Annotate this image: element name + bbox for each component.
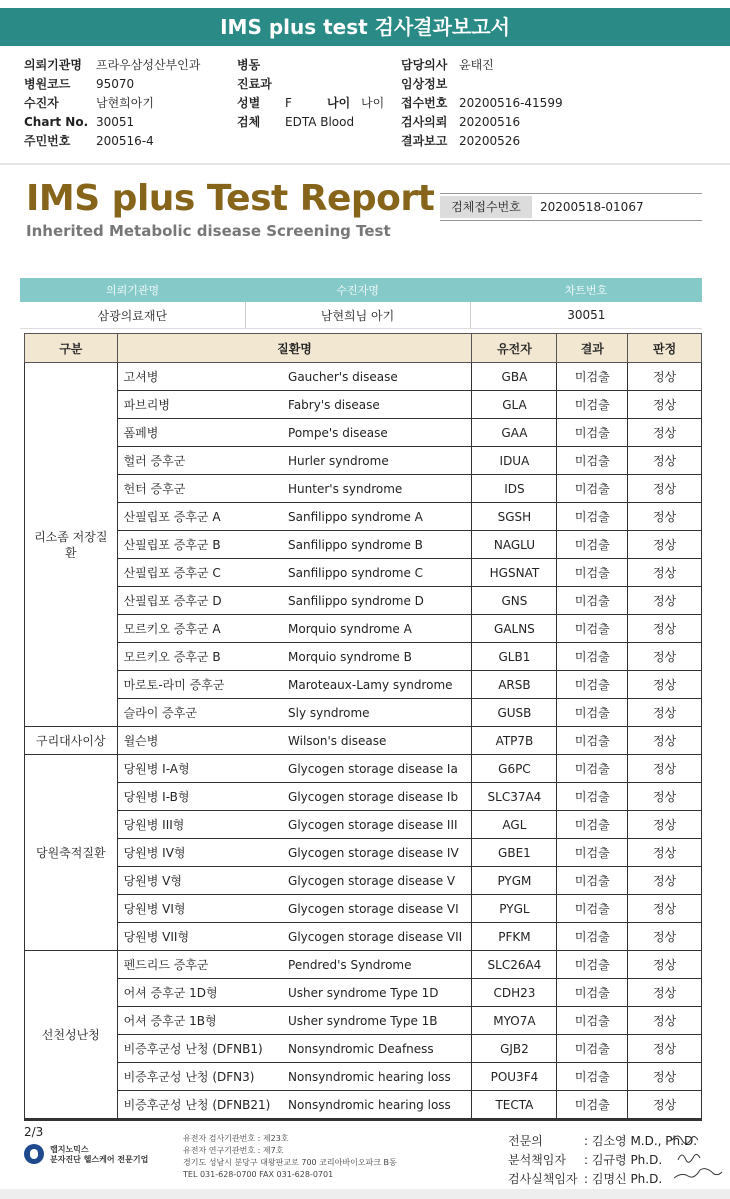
signatory-role: 분석책임자 <box>508 1153 566 1167</box>
header-value: 30051 <box>96 115 135 129</box>
report-title: IMS plus Test Report <box>26 178 435 219</box>
table-row <box>25 1091 702 1119</box>
disease-korean-name: 폼페병 <box>117 419 282 447</box>
judgement: 정상 <box>628 475 702 503</box>
header-key: 나이 <box>327 96 351 110</box>
test-result: 미검출 <box>557 951 628 979</box>
judgement: 정상 <box>628 699 702 727</box>
table-row <box>25 531 702 559</box>
disease-english-name: Nonsyndromic hearing loss <box>282 1091 472 1119</box>
header-value: 남현희아기 <box>96 96 154 110</box>
screening-results-table <box>24 333 702 1119</box>
disease-english-name: Pompe's disease <box>282 419 472 447</box>
disease-korean-name: 당원병 VI형 <box>117 895 282 923</box>
test-result: 미검출 <box>557 419 628 447</box>
gene-name: HGSNAT <box>472 559 557 587</box>
disease-english-name: Glycogen storage disease Ib <box>282 783 472 811</box>
header-field <box>24 132 200 151</box>
test-result: 미검출 <box>557 727 628 755</box>
table-row <box>25 923 702 951</box>
disease-korean-name: 윌슨병 <box>117 727 282 755</box>
judgement: 정상 <box>628 755 702 783</box>
col-header-disease: 질환명 <box>117 334 472 363</box>
table-row <box>25 559 702 587</box>
header-col-2 <box>237 56 384 132</box>
judgement: 정상 <box>628 839 702 867</box>
footer-lab-info <box>183 1133 397 1181</box>
footer-info-line: 유전자 검사기관번호 : 제23호 <box>183 1134 289 1143</box>
disease-korean-name: 마로토-라미 증후군 <box>117 671 282 699</box>
table-row <box>25 727 702 755</box>
logo-tagline: 분자진단 헬스케어 전문기업 <box>50 1155 149 1164</box>
table-row <box>25 895 702 923</box>
disease-korean-name: 산필립포 증후군 A <box>117 503 282 531</box>
group-label: 구리대사이상 <box>25 727 118 755</box>
gene-name: SGSH <box>472 503 557 531</box>
signatory-name: : 김소영 M.D., Ph.D. <box>584 1134 698 1148</box>
table-row <box>25 699 702 727</box>
footer-info-line: 유전자 연구기관번호 : 제7호 <box>183 1146 284 1155</box>
header-value: EDTA Blood <box>285 115 355 129</box>
header-key: 진료과 <box>237 77 272 91</box>
judgement: 정상 <box>628 895 702 923</box>
gene-name: GLB1 <box>472 643 557 671</box>
table-row <box>25 951 702 979</box>
header-field <box>401 75 563 94</box>
judgement: 정상 <box>628 587 702 615</box>
gene-name: GALNS <box>472 615 557 643</box>
header-key: 병원코드 <box>24 77 71 91</box>
header-field <box>24 56 200 75</box>
disease-english-name: Glycogen storage disease V <box>282 867 472 895</box>
page-bottom-band <box>0 1189 730 1199</box>
header-value: F <box>285 96 292 110</box>
patient-info-header-row <box>20 278 702 302</box>
test-result: 미검출 <box>557 643 628 671</box>
judgement: 정상 <box>628 531 702 559</box>
footer-info-line: 경기도 성남시 분당구 대왕판교로 700 코리아바이오파크 B동 <box>183 1158 397 1167</box>
info-header-institution: 의뢰기관명 <box>20 278 245 302</box>
judgement: 정상 <box>628 811 702 839</box>
col-header-group: 구분 <box>25 334 118 363</box>
judgement: 정상 <box>628 979 702 1007</box>
gene-name: AGL <box>472 811 557 839</box>
disease-korean-name: 비증후군성 난청 (DFN3) <box>117 1063 282 1091</box>
table-row <box>25 643 702 671</box>
judgement: 정상 <box>628 391 702 419</box>
test-result: 미검출 <box>557 1091 628 1119</box>
test-result: 미검출 <box>557 531 628 559</box>
header-value: 20200516-41599 <box>459 96 563 110</box>
table-row <box>25 979 702 1007</box>
disease-english-name: Sanfilippo syndrome A <box>282 503 472 531</box>
table-row <box>25 671 702 699</box>
test-result: 미검출 <box>557 447 628 475</box>
header-field <box>237 75 384 94</box>
header-key: 병동 <box>237 58 261 72</box>
disease-english-name: Wilson's disease <box>282 727 472 755</box>
patient-info-table <box>20 278 702 329</box>
disease-english-name: Morquio syndrome B <box>282 643 472 671</box>
test-result: 미검출 <box>557 699 628 727</box>
registration-number-value: 20200518-01067 <box>540 200 644 214</box>
header-field <box>24 75 200 94</box>
header-key: 검체 <box>237 115 261 129</box>
disease-english-name: Pendred's Syndrome <box>282 951 472 979</box>
gene-name: GLA <box>472 391 557 419</box>
gene-name: TECTA <box>472 1091 557 1119</box>
judgement: 정상 <box>628 671 702 699</box>
disease-korean-name: 비증후군성 난청 (DFNB1) <box>117 1035 282 1063</box>
judgement: 정상 <box>628 867 702 895</box>
judgement: 정상 <box>628 559 702 587</box>
report-subtitle: Inherited Metabolic disease Screening Test <box>26 222 391 240</box>
table-row <box>25 363 702 391</box>
header-field <box>401 56 563 75</box>
gene-name: G6PC <box>472 755 557 783</box>
header-field <box>401 132 563 151</box>
disease-english-name: Glycogen storage disease VII <box>282 923 472 951</box>
disease-korean-name: 당원병 V형 <box>117 867 282 895</box>
disease-english-name: Glycogen storage disease Ia <box>282 755 472 783</box>
header-value: 95070 <box>96 77 135 91</box>
disease-english-name: Glycogen storage disease VI <box>282 895 472 923</box>
disease-english-name: Maroteaux-Lamy syndrome <box>282 671 472 699</box>
judgement: 정상 <box>628 615 702 643</box>
header-field <box>401 94 563 113</box>
disease-korean-name: 고셔병 <box>117 363 282 391</box>
page-number: 2/3 <box>24 1125 44 1139</box>
test-result: 미검출 <box>557 895 628 923</box>
report-banner-title: IMS plus test 검사결과보고서 <box>0 8 730 46</box>
test-result: 미검출 <box>557 867 628 895</box>
patient-info-value-row <box>20 302 702 329</box>
gene-name: MYO7A <box>472 1007 557 1035</box>
disease-korean-name: 산필립포 증후군 B <box>117 531 282 559</box>
disease-korean-name: 당원병 I-B형 <box>117 783 282 811</box>
header-value: 나이 <box>361 96 385 110</box>
logo-mark-icon <box>24 1144 44 1164</box>
header-value: 20200526 <box>459 134 521 148</box>
test-result: 미검출 <box>557 615 628 643</box>
signatory-name: : 김규령 Ph.D. <box>584 1153 663 1167</box>
judgement: 정상 <box>628 643 702 671</box>
disease-english-name: Glycogen storage disease III <box>282 811 472 839</box>
table-row <box>25 615 702 643</box>
header-key: 임상정보 <box>401 77 448 91</box>
judgement: 정상 <box>628 1063 702 1091</box>
header-field <box>24 113 200 132</box>
col-header-result: 결과 <box>557 334 628 363</box>
gene-name: SLC26A4 <box>472 951 557 979</box>
header-key: 수진자 <box>24 96 59 110</box>
disease-korean-name: 산필립포 증후군 D <box>117 587 282 615</box>
disease-korean-name: 당원병 III형 <box>117 811 282 839</box>
gene-name: IDUA <box>472 447 557 475</box>
header-value: 윤태진 <box>459 58 494 72</box>
judgement: 정상 <box>628 951 702 979</box>
disease-english-name: Sanfilippo syndrome D <box>282 587 472 615</box>
group-label: 리소좀 저장질환 <box>25 363 118 727</box>
judgement: 정상 <box>628 727 702 755</box>
info-value-chart: 30051 <box>470 302 702 329</box>
col-header-judgement: 판정 <box>628 334 702 363</box>
table-row <box>25 867 702 895</box>
gene-name: GUSB <box>472 699 557 727</box>
header-key: 검사의뢰 <box>401 115 448 129</box>
gene-name: CDH23 <box>472 979 557 1007</box>
header-value: 20200516 <box>459 115 521 129</box>
header-field <box>237 113 384 132</box>
test-result: 미검출 <box>557 811 628 839</box>
disease-korean-name: 당원병 IV형 <box>117 839 282 867</box>
test-result: 미검출 <box>557 1007 628 1035</box>
gene-name: GNS <box>472 587 557 615</box>
header-key: 성별 <box>237 96 261 110</box>
table-row <box>25 587 702 615</box>
disease-english-name: Nonsyndromic hearing loss <box>282 1063 472 1091</box>
test-result: 미검출 <box>557 503 628 531</box>
disease-korean-name: 파브리병 <box>117 391 282 419</box>
test-result: 미검출 <box>557 391 628 419</box>
gene-name: SLC37A4 <box>472 783 557 811</box>
disease-korean-name: 펜드리드 증후군 <box>117 951 282 979</box>
header-key: 의뢰기관명 <box>24 58 82 72</box>
test-result: 미검출 <box>557 1063 628 1091</box>
gene-name: GBA <box>472 363 557 391</box>
disease-english-name: Usher syndrome Type 1B <box>282 1007 472 1035</box>
info-value-institution: 삼광의료재단 <box>20 302 245 329</box>
disease-english-name: Morquio syndrome A <box>282 615 472 643</box>
signatory-role: 전문의 <box>508 1134 543 1148</box>
judgement: 정상 <box>628 1035 702 1063</box>
col-header-gene: 유전자 <box>472 334 557 363</box>
disease-korean-name: 당원병 I-A형 <box>117 755 282 783</box>
gene-name: GAA <box>472 419 557 447</box>
disease-english-name: Fabry's disease <box>282 391 472 419</box>
test-result: 미검출 <box>557 475 628 503</box>
disease-korean-name: 헌터 증후군 <box>117 475 282 503</box>
disease-english-name: Hunter's syndrome <box>282 475 472 503</box>
disease-korean-name: 모르키오 증후군 B <box>117 643 282 671</box>
judgement: 정상 <box>628 923 702 951</box>
test-result: 미검출 <box>557 363 628 391</box>
table-row <box>25 755 702 783</box>
judgement: 정상 <box>628 447 702 475</box>
test-result: 미검출 <box>557 839 628 867</box>
signatory-name: : 김명신 Ph.D. <box>584 1172 663 1186</box>
test-result: 미검출 <box>557 671 628 699</box>
logo-company-name: 랩지노믹스 <box>50 1145 89 1154</box>
header-col-3 <box>401 56 563 151</box>
gene-name: IDS <box>472 475 557 503</box>
disease-english-name: Sanfilippo syndrome C <box>282 559 472 587</box>
header-value: 프라우삼성산부인과 <box>96 58 201 72</box>
judgement: 정상 <box>628 783 702 811</box>
table-row <box>25 391 702 419</box>
test-result: 미검출 <box>557 587 628 615</box>
test-result: 미검출 <box>557 1035 628 1063</box>
gene-name: GJB2 <box>472 1035 557 1063</box>
disease-english-name: Sanfilippo syndrome B <box>282 531 472 559</box>
header-col-1 <box>24 56 200 151</box>
disease-english-name: Nonsyndromic Deafness <box>282 1035 472 1063</box>
group-label: 선천성난청 <box>25 951 118 1119</box>
test-result: 미검출 <box>557 559 628 587</box>
header-key: 접수번호 <box>401 96 448 110</box>
registration-number-box <box>440 193 702 221</box>
gene-name: PYGL <box>472 895 557 923</box>
disease-korean-name: 당원병 VII형 <box>117 923 282 951</box>
judgement: 정상 <box>628 1091 702 1119</box>
table-row <box>25 811 702 839</box>
footer-info-line: TEL 031-628-0700 FAX 031-628-0701 <box>183 1170 334 1179</box>
test-result: 미검출 <box>557 923 628 951</box>
header-field <box>237 94 384 113</box>
table-row <box>25 475 702 503</box>
test-result: 미검출 <box>557 755 628 783</box>
disease-korean-name: 어셔 증후군 1B형 <box>117 1007 282 1035</box>
disease-korean-name: 헐러 증후군 <box>117 447 282 475</box>
table-row <box>25 503 702 531</box>
judgement: 정상 <box>628 419 702 447</box>
info-value-patient: 남현희님 아기 <box>245 302 470 329</box>
table-row <box>25 839 702 867</box>
disease-english-name: Gaucher's disease <box>282 363 472 391</box>
gene-name: NAGLU <box>472 531 557 559</box>
header-key: Chart No. <box>24 115 89 129</box>
disease-korean-name: 산필립포 증후군 C <box>117 559 282 587</box>
gene-name: GBE1 <box>472 839 557 867</box>
info-header-patient: 수진자명 <box>245 278 470 302</box>
judgement: 정상 <box>628 1007 702 1035</box>
table-row <box>25 1007 702 1035</box>
group-label: 당원축적질환 <box>25 755 118 951</box>
gene-name: PYGM <box>472 867 557 895</box>
info-header-chart: 차트번호 <box>470 278 702 302</box>
judgement: 정상 <box>628 503 702 531</box>
handwritten-signatures <box>668 1128 728 1186</box>
header-value: 200516-4 <box>96 134 154 148</box>
gene-name: ATP7B <box>472 727 557 755</box>
disease-korean-name: 슬라이 증후군 <box>117 699 282 727</box>
table-row <box>25 783 702 811</box>
disease-korean-name: 어셔 증후군 1D형 <box>117 979 282 1007</box>
registration-number-label: 검체접수번호 <box>440 196 532 218</box>
header-key: 담당의사 <box>401 58 448 72</box>
header-field <box>237 56 384 75</box>
disease-english-name: Glycogen storage disease IV <box>282 839 472 867</box>
table-row <box>25 447 702 475</box>
disease-korean-name: 모르키오 증후군 A <box>117 615 282 643</box>
disease-english-name: Usher syndrome Type 1D <box>282 979 472 1007</box>
gene-name: PFKM <box>472 923 557 951</box>
results-header-row <box>25 334 702 363</box>
test-result: 미검출 <box>557 979 628 1007</box>
signatory-role: 검사실책임자 <box>508 1172 578 1186</box>
disease-english-name: Hurler syndrome <box>282 447 472 475</box>
table-row <box>25 419 702 447</box>
header-divider <box>0 163 730 165</box>
judgement: 정상 <box>628 363 702 391</box>
test-result: 미검출 <box>557 783 628 811</box>
table-row <box>25 1035 702 1063</box>
gene-name: POU3F4 <box>472 1063 557 1091</box>
header-field <box>401 113 563 132</box>
table-row <box>25 1063 702 1091</box>
footer-divider <box>24 1119 702 1121</box>
header-field <box>24 94 200 113</box>
header-key: 주민번호 <box>24 134 71 148</box>
header-key: 결과보고 <box>401 134 448 148</box>
disease-korean-name: 비증후군성 난청 (DFNB21) <box>117 1091 282 1119</box>
gene-name: ARSB <box>472 671 557 699</box>
disease-english-name: Sly syndrome <box>282 699 472 727</box>
